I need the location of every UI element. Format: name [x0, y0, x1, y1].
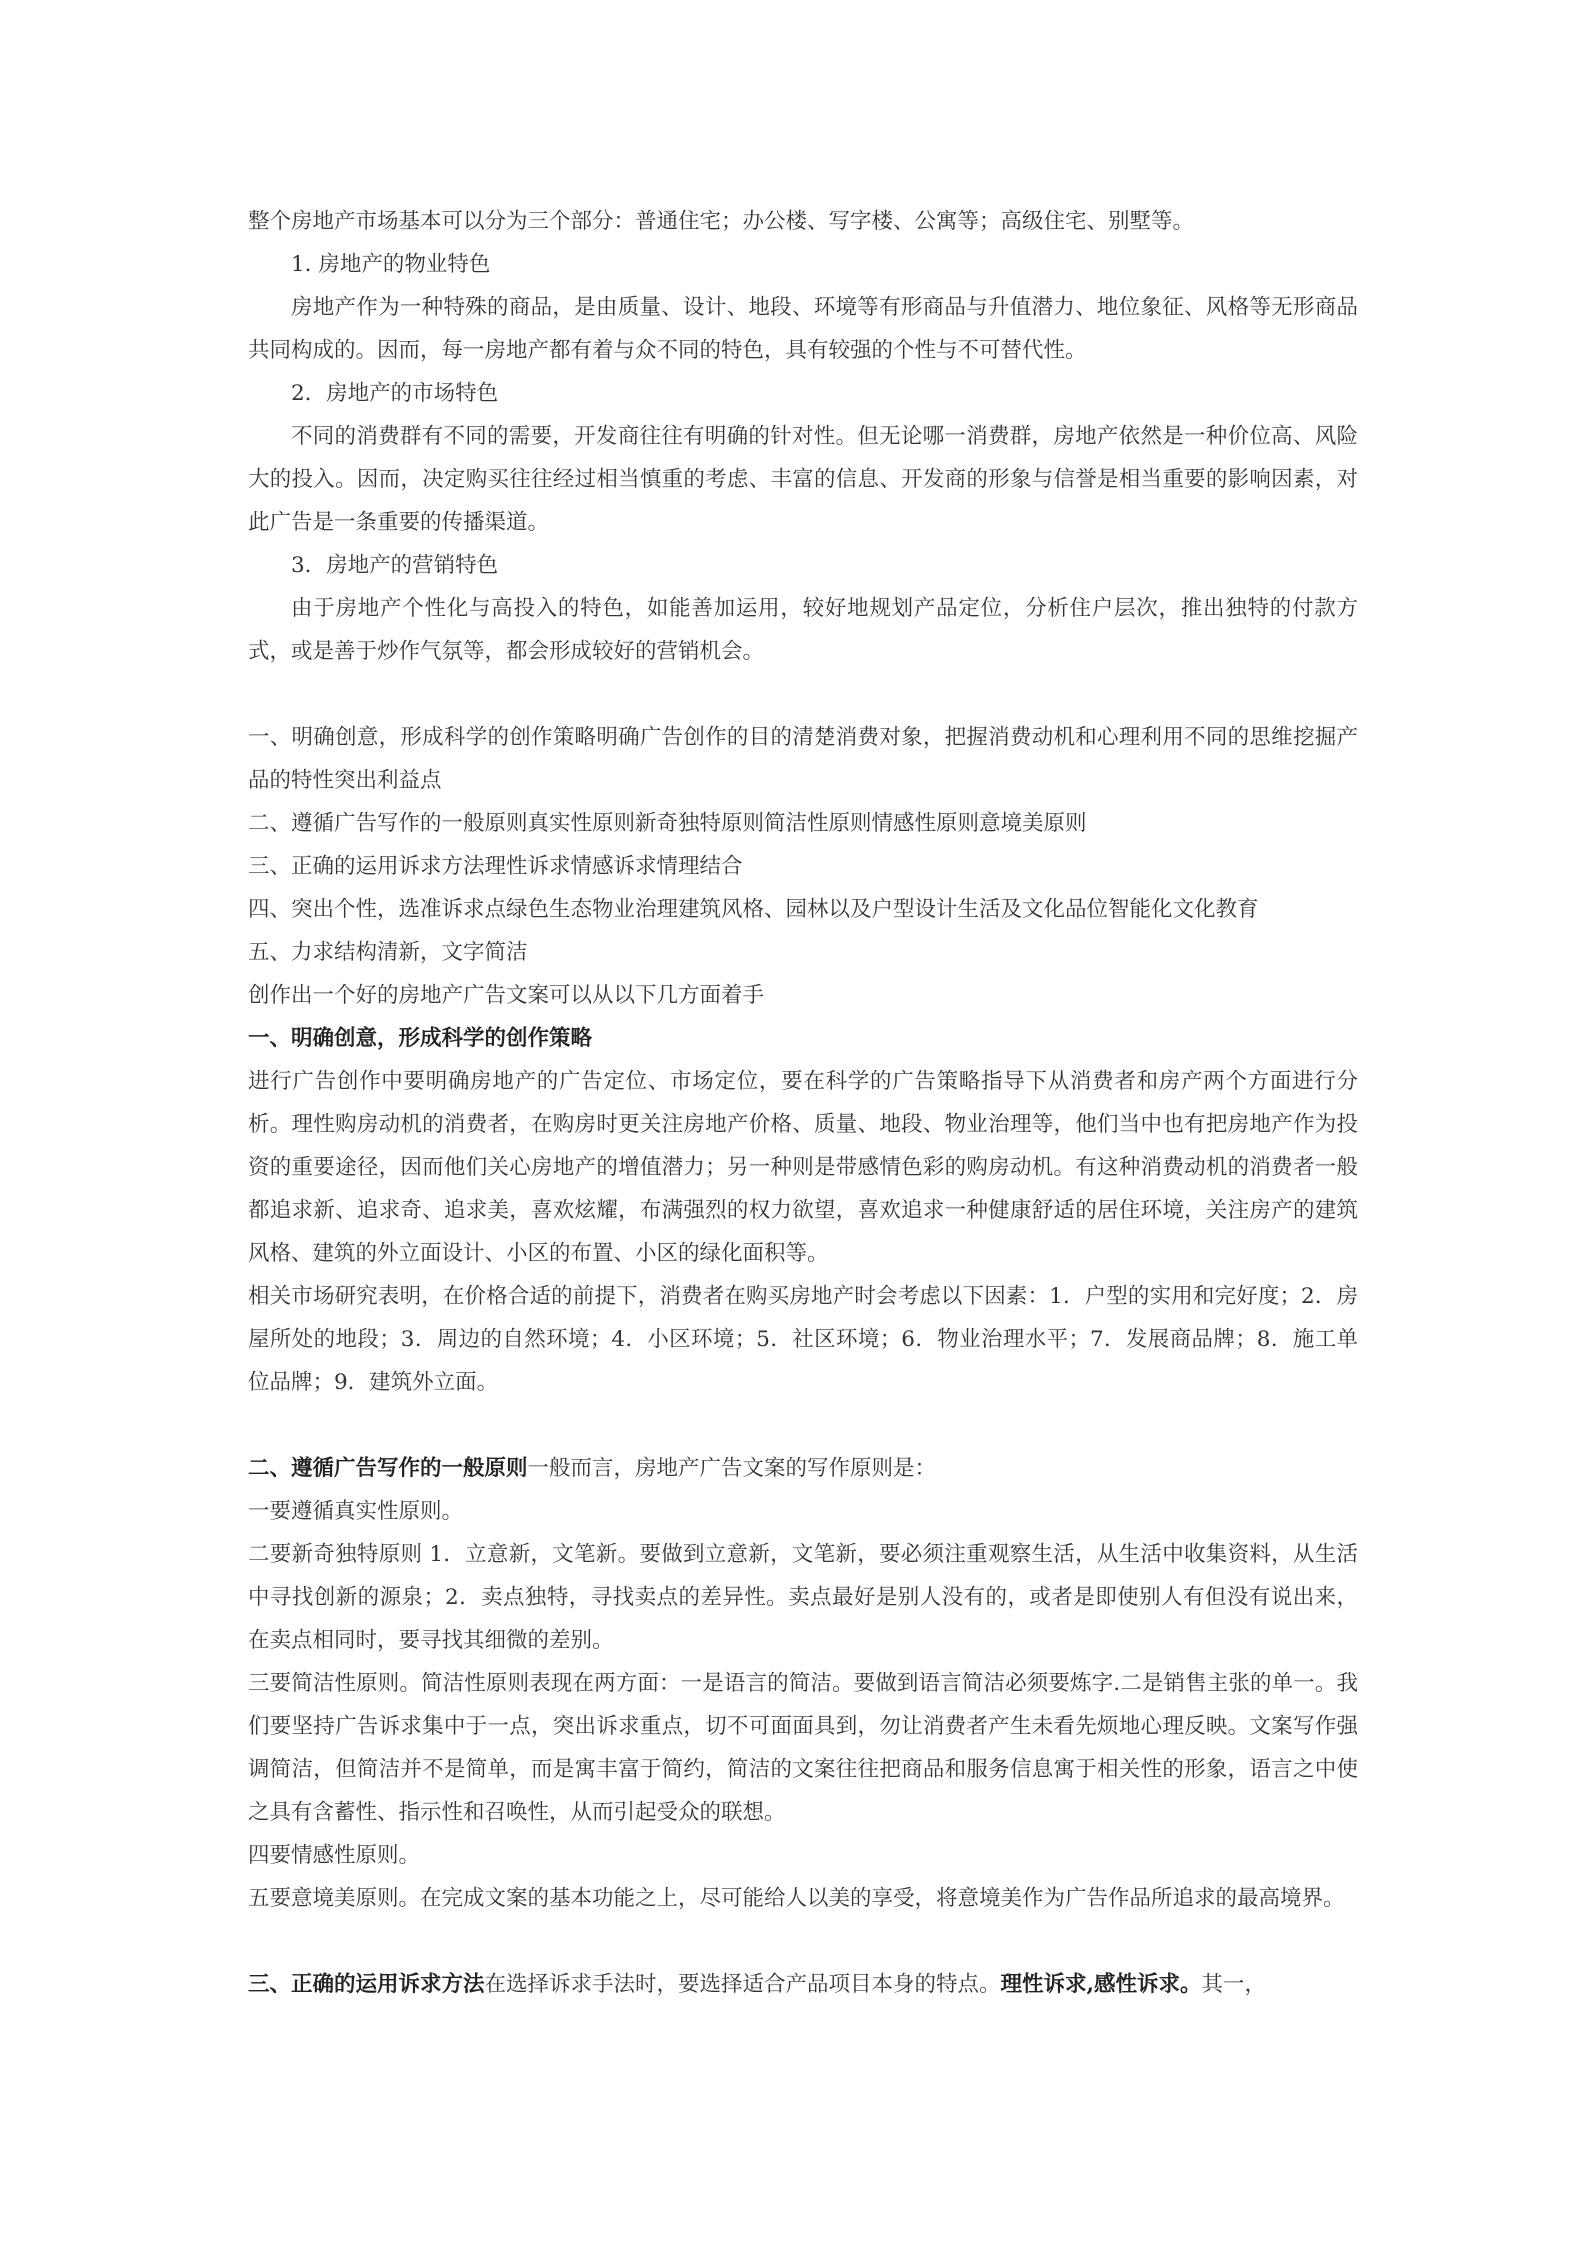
part2-item: 三要简洁性原则。简洁性原则表现在两方面：一是语言的简洁。要做到语言简洁必须要炼字.二是销售主张的单一。我们要坚持广告诉求集中于一点，突出诉求重点，切不可面面具到，勿让消费者产生未看先烦地心理反映。文案写作强调简洁，但简洁并不是简单，而是寓丰富于简约，简洁的文案往往把商品和服务信息寓于相关性的形象，语言之中使之具有含蓄性、指示性和召唤性，从而引起受众的联想。 [248, 1671, 1358, 1825]
paragraph-marketing-features: 由于房地产个性化与高投入的特色，如能善加运用，较好地规划产品定位，分析住户层次，推出独特的付款方式，或是善于炒作气氛等，都会形成较好的营销机会。 [248, 596, 1358, 664]
section-heading-market-features: 2．房地产的市场特色 [291, 381, 499, 406]
part2-item: 一要遵循真实性原则。 [248, 1499, 464, 1524]
part2-item: 五要意境美原则。在完成文案的基本功能之上，尽可能给人以美的享受，将意境美作为广告作品所追求的最高境界。 [248, 1886, 1345, 1911]
section-heading-marketing-features: 3．房地产的营销特色 [291, 553, 499, 578]
paragraph-property-features: 房地产作为一种特殊的商品，是由质量、设计、地段、环境等有形商品与升值潜力、地位象征、风格等无形商品共同构成的。因而，每一房地产都有着与众不同的特色，具有较强的个性与不可替代性。 [248, 295, 1358, 363]
part1-paragraph-factors: 相关市场研究表明，在价格合适的前提下，消费者在购买房地产时会考虑以下因素：1．户型的实用和完好度；2．房屋所处的地段；3．周边的自然环境；4．小区环境；5．社区环境；6．物业治理水平；7．发展商品牌；8．施工单位品牌；9．建筑外立面。 [248, 1284, 1358, 1395]
part2-item: 二要新奇独特原则 1．立意新，文笔新。要做到立意新，文笔新，要必须注重观察生活，从生活中收集资料，从生活中寻找创新的源泉；2．卖点独特，寻找卖点的差异性。卖点最好是别人没有的，或者是即使别人有但没有说出来，在卖点相同时，要寻找其细微的差别。 [248, 1542, 1358, 1653]
part2-item: 四要情感性原则。 [248, 1843, 421, 1868]
outline-list [248, 716, 1358, 1017]
part3-text-continued: 其一， [1201, 1972, 1267, 1997]
outline-item: 一、明确创意，形成科学的创作策略明确广告创作的目的清楚消费对象，把握消费动机和心理利用不同的思维挖掘产品的特性突出利益点 [248, 725, 1358, 793]
intro-paragraph: 整个房地产市场基本可以分为三个部分：普通住宅；办公楼、写字楼、公寓等；高级住宅、别墅等。 [248, 209, 1195, 234]
document-page [248, 200, 1358, 2006]
outline-item: 五、力求结构清新，文字简洁 [248, 940, 528, 965]
part1-paragraph-motives: 进行广告创作中要明确房地产的广告定位、市场定位，要在科学的广告策略指导下从消费者和房产两个方面进行分析。理性购房动机的消费者，在购房时更关注房地产价格、质量、地段、物业治理等，他们当中也有把房地产作为投资的重要途径，因而他们关心房地产的增值潜力；另一种则是带感情色彩的购房动机。有这种消费动机的消费者一般都追求新、追求奇、追求美，喜欢炫耀，布满强烈的权力欲望，喜欢追求一种健康舒适的居住环境，关注房产的建筑风格、建筑的外立面设计、小区的布置、小区的绿化面积等。 [248, 1069, 1358, 1266]
outline-item: 创作出一个好的房地产广告文案可以从以下几方面着手 [248, 983, 765, 1008]
outline-item: 四、突出个性，选准诉求点绿色生态物业治理建筑风格、园林以及户型设计生活及文化品位智能化文化教育 [248, 897, 1259, 922]
paragraph-market-features: 不同的消费群有不同的需要，开发商往往有明确的针对性。但无论哪一消费群，房地产依然是一种价位高、风险大的投入。因而，决定购买往往经过相当慎重的考虑、丰富的信息、开发商的形象与信誉是相当重要的影响因素，对此广告是一条重要的传播渠道。 [248, 424, 1358, 535]
part3-bold-text: 理性诉求,感性诉求。 [1000, 1972, 1202, 1997]
part2-heading: 二、遵循广告写作的一般原则 [248, 1456, 528, 1481]
part3-text: 在选择诉求手法时，要选择适合产品项目本身的特点。 [484, 1972, 1001, 1997]
part3-heading: 三、正确的运用诉求方法 [248, 1972, 485, 1997]
part2-heading-line [248, 1447, 1358, 1490]
part1-heading: 一、明确创意，形成科学的创作策略 [248, 1026, 593, 1051]
outline-item: 三、正确的运用诉求方法理性诉求情感诉求情理结合 [248, 854, 743, 879]
part2-lead: 一般而言，房地产广告文案的写作原则是： [527, 1456, 937, 1481]
part3-heading-line [248, 1963, 1358, 2006]
section-heading-property-features: 1. 房地产的物业特色 [291, 252, 491, 277]
outline-item: 二、遵循广告写作的一般原则真实性原则新奇独特原则简洁性原则情感性原则意境美原则 [248, 811, 1087, 836]
